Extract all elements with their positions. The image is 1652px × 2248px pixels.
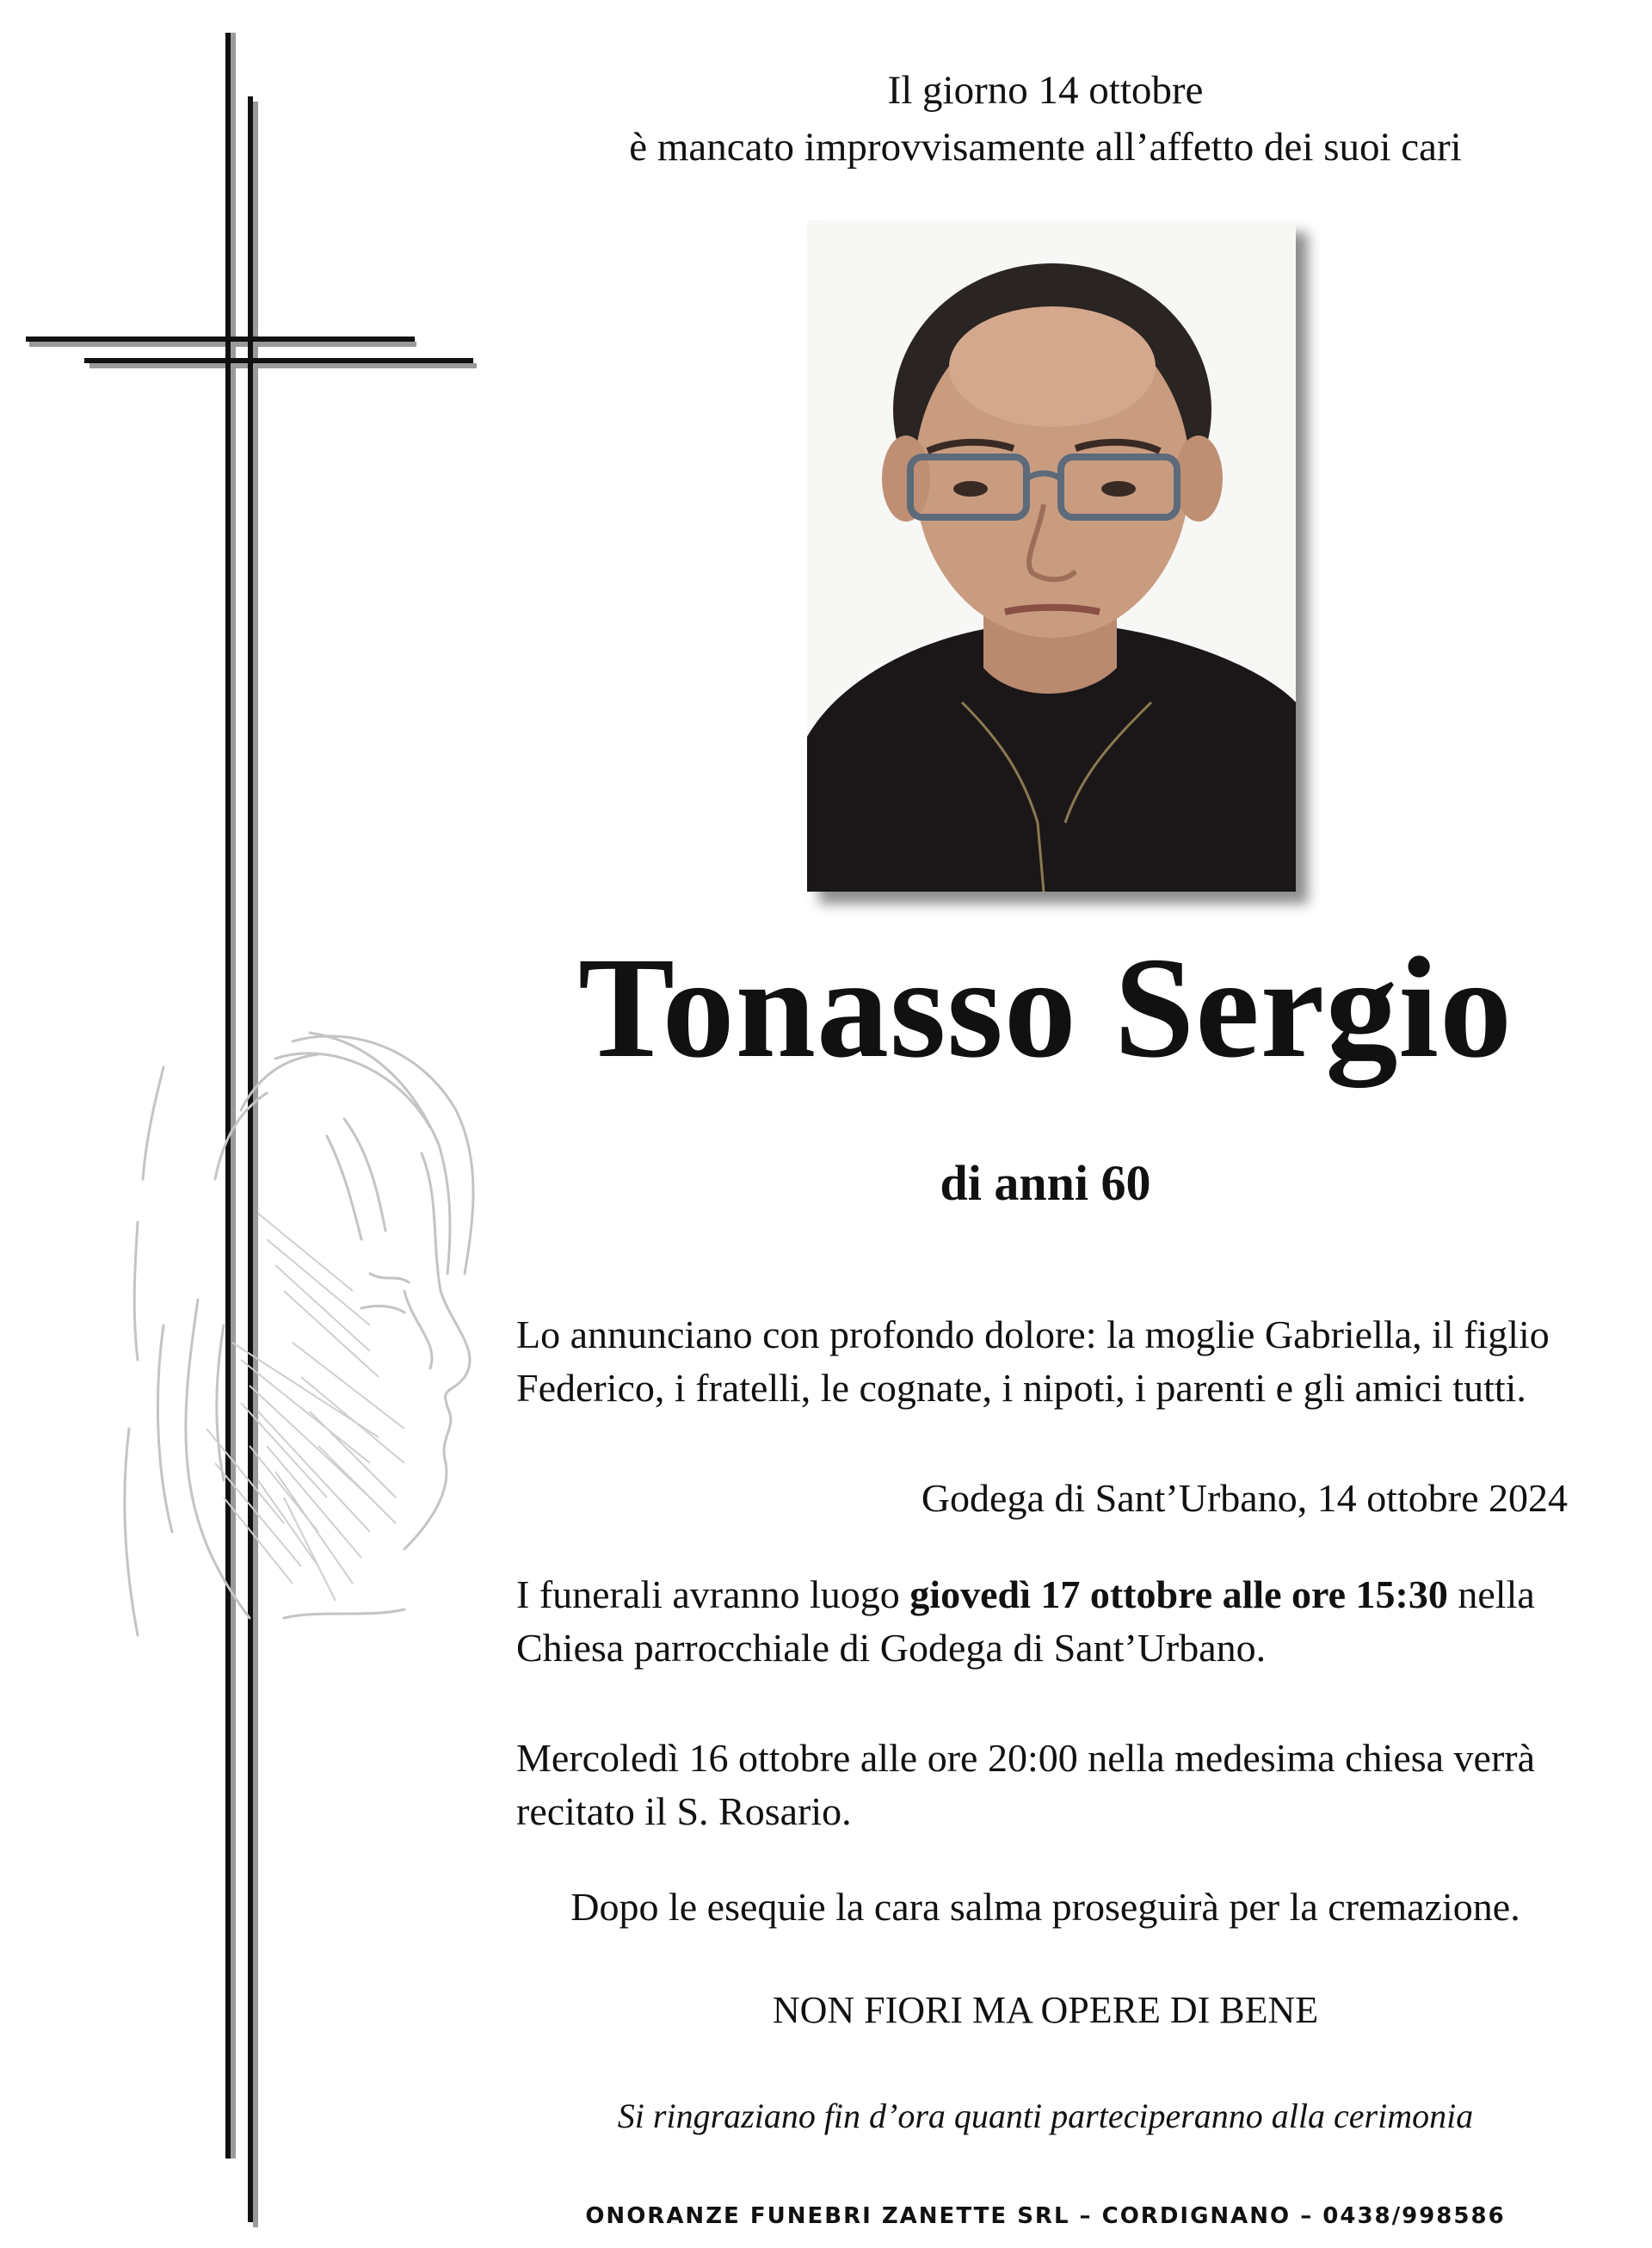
funeral-text-before: I funerali avranno luogo bbox=[516, 1572, 910, 1616]
intro-line-2: è mancato improvvisamente all’affetto dei suoi cari bbox=[629, 125, 1462, 170]
place-date: Godega di Sant’Urbano, 14 ottobre 2024 bbox=[921, 1476, 1568, 1520]
deceased-age: di anni 60 bbox=[940, 1155, 1151, 1211]
intro-text bbox=[516, 62, 1575, 176]
rosary-text: Mercoledì 16 ottobre alle ore 20:00 nella medesima chiesa verrà recitato il S. Rosario. bbox=[516, 1736, 1536, 1833]
announcement-text: Lo annunciano con profondo dolore: la moglie Gabriella, il figlio Federico, i fratelli, le cognate, i nipoti, i parenti e gli amici tutti. bbox=[516, 1312, 1550, 1410]
christ-sketch-icon bbox=[112, 1016, 490, 1652]
thanks-text: Si ringraziano fin d’ora quanti parteciperanno alla cerimonia bbox=[617, 2097, 1474, 2135]
funeral-home-footer: ONORANZE FUNEBRI ZANETTE SRL – CORDIGNANO – 0438/998586 bbox=[585, 2203, 1506, 2229]
funeral-text bbox=[516, 1568, 1575, 1675]
portrait-photo bbox=[807, 220, 1296, 892]
deceased-name: Tonasso Sergio bbox=[577, 928, 1513, 1088]
cremation-text: Dopo le esequie la cara salma proseguirà per la cremazione. bbox=[570, 1885, 1520, 1929]
no-flowers-text: NON FIORI MA OPERE DI BENE bbox=[772, 1989, 1319, 2031]
funeral-text-after: nella Chiesa parrocchiale di Godega di Sant’Urbano. bbox=[516, 1572, 1535, 1670]
intro-line-1: Il giorno 14 ottobre bbox=[887, 68, 1204, 113]
funeral-date-time: giovedì 17 ottobre alle ore 15:30 bbox=[909, 1572, 1448, 1616]
